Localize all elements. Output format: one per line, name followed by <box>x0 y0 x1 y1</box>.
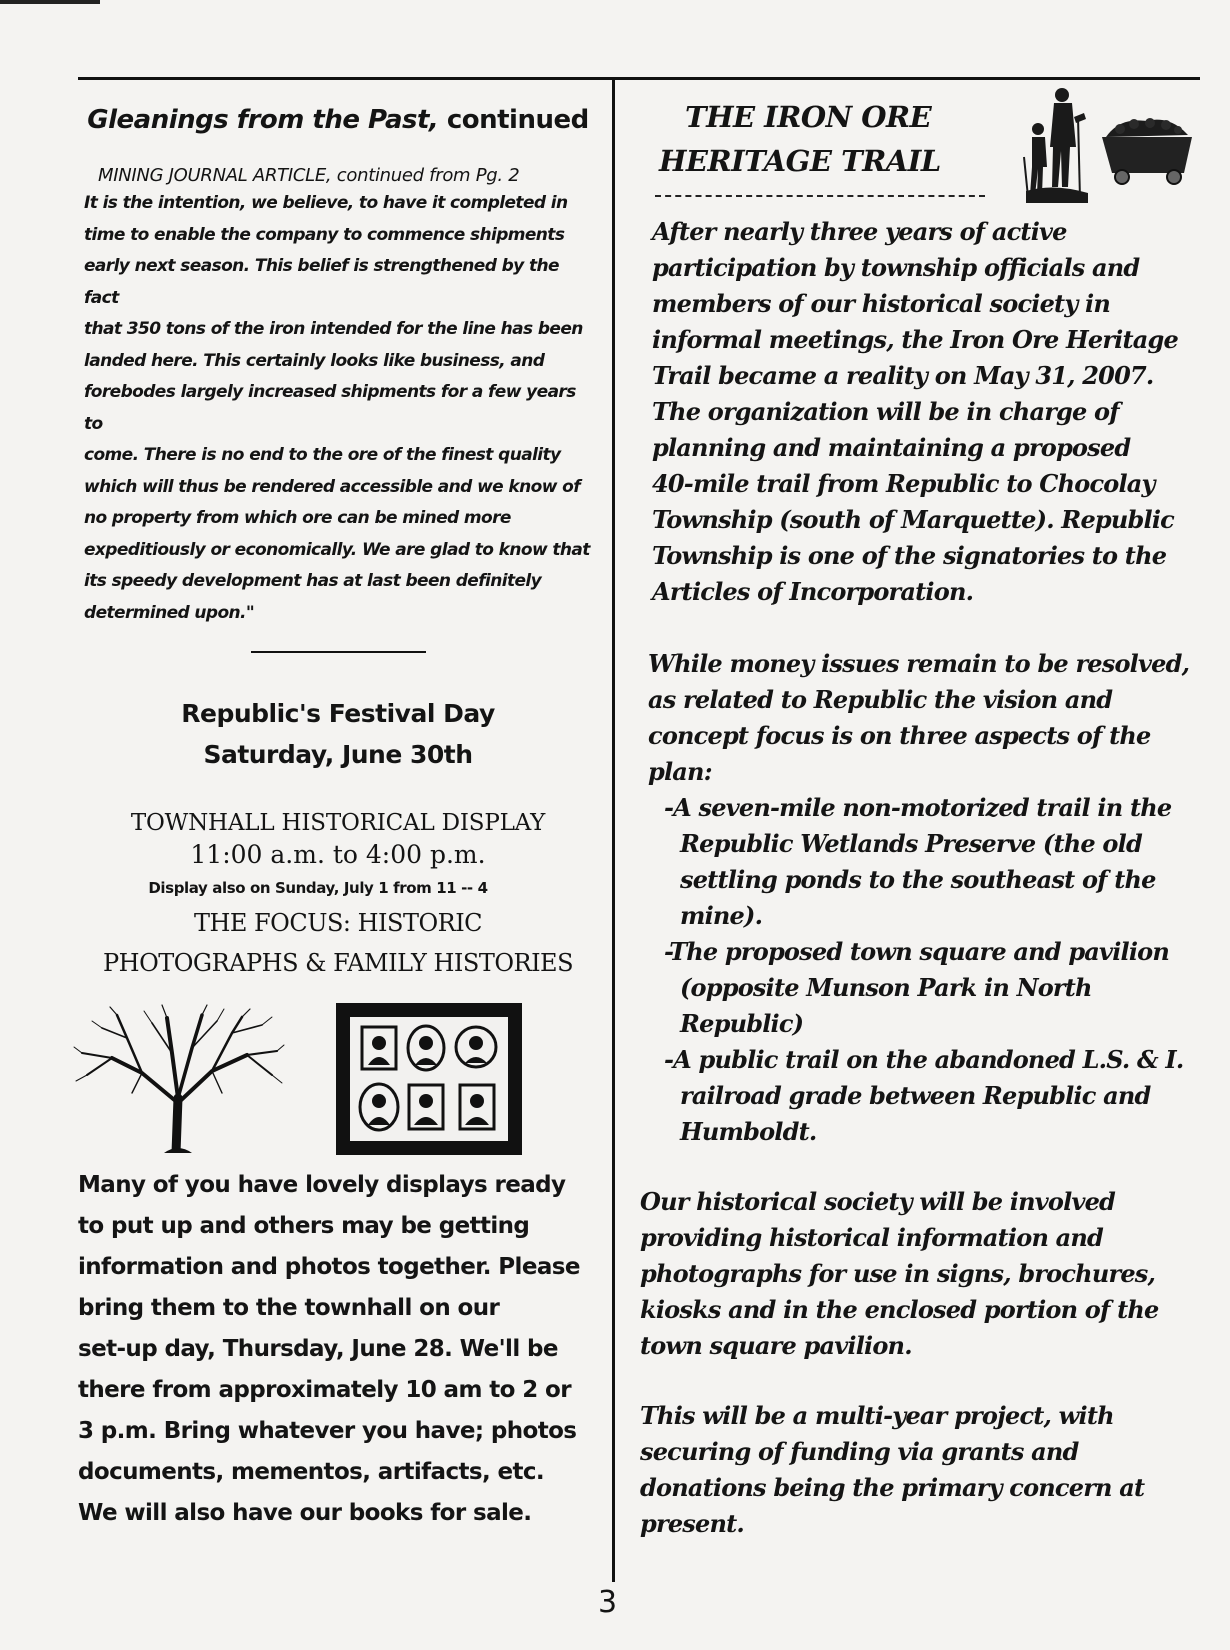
ore-cart-icon <box>1100 115 1195 192</box>
article-line: It is the intention, we believe, to have it completed in <box>84 193 568 213</box>
illustration-row <box>78 995 598 1165</box>
displays-line: information and photos together. Please <box>78 1254 580 1280</box>
aspects-list <box>648 790 1200 1150</box>
trail-paragraph-4 <box>640 1398 1200 1542</box>
displays-paragraph <box>78 1165 598 1534</box>
trail-line: The organization will be in charge of <box>652 397 1119 426</box>
list-item: -A public trail on the abandoned L.S. & I. railroad grade between Republic and Humboldt. <box>664 1045 1184 1146</box>
column-divider <box>612 77 615 1582</box>
trail-line: securing of funding via grants and <box>640 1437 1079 1466</box>
article-line: landed here. This certainly looks like business, and <box>84 350 545 371</box>
article-line: that 350 tons of the iron intended for the line has been <box>84 319 583 339</box>
trail-title-line: THE IRON ORE <box>685 100 932 134</box>
displays-line: to put up and others may be getting <box>78 1213 530 1239</box>
trail-heading-block <box>640 95 1200 205</box>
list-item: -A seven-mile non-motorized trail in the Republic Wetlands Preserve (the old settling ponds to the southeast of the mine). <box>664 793 1172 930</box>
trail-line: informal meetings, the Iron Ore Heritage <box>652 325 1178 354</box>
trail-paragraph-2 <box>640 646 1200 1150</box>
article-line: expeditiously or economically. We are glad to know that <box>84 539 590 560</box>
displays-line: Many of you have lovely displays ready <box>78 1172 566 1198</box>
trail-line: While money issues remain to be resolved, <box>648 649 1190 678</box>
left-column <box>78 95 598 1534</box>
bare-tree-icon <box>72 1003 286 1158</box>
trail-line: kiosks and in the enclosed portion of the <box>640 1295 1159 1324</box>
trail-line: present. <box>640 1509 744 1538</box>
portrait-frame-icon <box>334 1001 524 1162</box>
dashed-rule <box>655 195 985 197</box>
displays-line: 3 p.m. Bring whatever you have; photos <box>78 1418 577 1444</box>
article-line: its speedy development has at last been definitely <box>84 571 542 591</box>
trail-line: participation by township officials and <box>652 253 1140 282</box>
trail-title <box>659 95 941 183</box>
trail-line: Our historical society will be involved <box>640 1187 1116 1216</box>
trail-line: donations being the primary concern at <box>640 1473 1145 1502</box>
gleanings-heading <box>78 105 598 135</box>
trail-line: photographs for use in signs, brochures, <box>640 1259 1156 1288</box>
trail-line: Articles of Incorporation. <box>652 577 974 606</box>
trail-paragraph-3 <box>640 1184 1200 1364</box>
hikers-icon <box>1018 87 1098 212</box>
trail-line: Township (south of Marquette). Republic <box>652 505 1174 534</box>
list-item: -The proposed town square and pavilion (opposite Munson Park in North Republic) <box>664 937 1170 1038</box>
displays-line: documents, mementos, artifacts, etc. <box>78 1459 545 1485</box>
page-edge-mark <box>0 0 100 4</box>
trail-line: planning and maintaining a proposed <box>652 433 1131 462</box>
focus-line: PHOTOGRAPHS & FAMILY HISTORIES <box>102 949 574 977</box>
trail-line: members of our historical society in <box>652 289 1111 318</box>
display-note: Display also on Sunday, July 1 from 11 -- 4 <box>148 879 488 897</box>
display-title: TOWNHALL HISTORICAL DISPLAY <box>130 810 546 836</box>
trail-line: as related to Republic the vision and <box>648 685 1113 714</box>
festival-heading <box>78 693 598 775</box>
displays-line: bring them to the townhall on our <box>78 1295 500 1321</box>
article-line: which will thus be rendered accessible and we know of <box>84 476 581 497</box>
article-line: early next season. This belief is strengthened by the fact <box>84 256 559 308</box>
gleanings-heading-italic: Gleanings from the Past, <box>87 105 439 135</box>
top-rule <box>78 77 1200 80</box>
article-line: time to enable the company to commence shipments <box>84 224 565 245</box>
right-column <box>640 95 1200 1542</box>
trail-line: This will be a multi-year project, with <box>640 1401 1114 1430</box>
trail-line: Township is one of the signatories to the <box>652 541 1167 570</box>
article-body <box>84 188 598 629</box>
trail-line: 40-mile trail from Republic to Chocolay <box>652 469 1155 498</box>
trail-line: Trail became a reality on May 31, 2007. <box>652 361 1154 390</box>
article-subhead: MINING JOURNAL ARTICLE, continued from Pg. 2 <box>98 165 520 186</box>
displays-line: there from approximately 10 am to 2 or <box>78 1377 571 1403</box>
focus-heading <box>78 903 598 983</box>
trail-title-line: HERITAGE TRAIL <box>659 144 941 178</box>
trail-line: plan: <box>648 757 712 786</box>
trail-line: providing historical information and <box>640 1223 1104 1252</box>
page-number: 3 <box>598 1585 618 1620</box>
article-line: no property from which ore can be mined more <box>84 508 511 528</box>
article-line: determined upon." <box>84 602 255 623</box>
trail-line: After nearly three years of active <box>652 217 1067 246</box>
festival-date: Saturday, June 30th <box>203 740 473 769</box>
trail-paragraph-1 <box>640 214 1200 610</box>
trail-line: concept focus is on three aspects of the <box>648 721 1151 750</box>
display-hours: 11:00 a.m. to 4:00 p.m. <box>190 840 486 869</box>
section-divider <box>251 651 426 653</box>
focus-line: THE FOCUS: HISTORIC <box>193 909 483 937</box>
article-line: come. There is no end to the ore of the finest quality <box>84 445 561 465</box>
festival-name: Republic's Festival Day <box>181 699 495 728</box>
article-line: forebodes largely increased shipments for a few years to <box>84 382 576 434</box>
displays-line: We will also have our books for sale. <box>78 1500 532 1526</box>
displays-line: set-up day, Thursday, June 28. We'll be <box>78 1336 558 1362</box>
trail-line: town square pavilion. <box>640 1331 912 1360</box>
gleanings-heading-rest: continued <box>438 105 589 135</box>
